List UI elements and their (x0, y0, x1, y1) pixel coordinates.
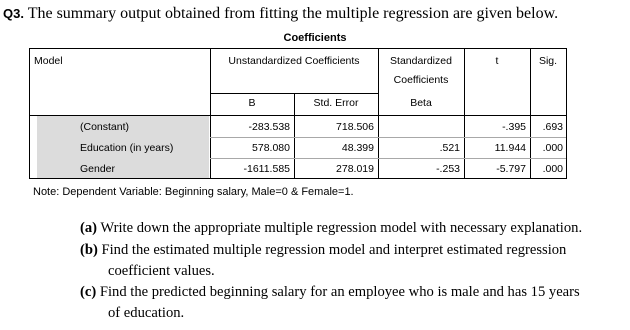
row-separator (210, 137, 566, 138)
header-std-error: Std. Error (313, 97, 359, 109)
part-c-label: (c) (80, 284, 97, 300)
cell-std-error: 48.399 (341, 142, 374, 154)
cell-beta: -.253 (436, 163, 460, 175)
header-sig: Sig. (538, 55, 558, 67)
table-title: Coefficients (283, 32, 347, 44)
header-unstandardized: Unstandardized Coefficients (228, 55, 360, 67)
part-a-text: Write down the appropriate multiple regression model with necessary explanation. (100, 220, 583, 236)
row-label: (Constant) (80, 121, 130, 133)
part-b-label: (b) (80, 242, 98, 258)
part-a (80, 219, 582, 238)
part-c-text: Find the predicted beginning salary for an employee who is male and has 15 years (99, 284, 580, 300)
question-number: Q3. (3, 6, 24, 21)
header-b: B (248, 97, 256, 109)
table-right-border (566, 48, 567, 179)
cell-t: -5.797 (496, 163, 526, 175)
cell-sig: .000 (542, 142, 563, 154)
row-label: Gender (80, 163, 116, 175)
cell-std-error: 278.019 (336, 163, 374, 175)
header-body-separator (29, 115, 567, 116)
cell-t: 11.944 (494, 142, 526, 154)
header-standardized-1: Standardized (390, 55, 452, 67)
part-c-continuation: of education. (108, 305, 185, 321)
cell-sig: .000 (542, 163, 563, 175)
table-bottom-border (29, 178, 567, 179)
row-separator (210, 158, 566, 159)
cell-b: 578.080 (252, 142, 290, 154)
part-c (80, 283, 580, 302)
part-b (80, 241, 566, 260)
part-b-text: Find the estimated multiple regression model and interpret estimated regression (101, 242, 567, 258)
header-model: Model (34, 55, 63, 67)
question-text: The summary output obtained from fitting the multiple regression are given below. (27, 5, 559, 22)
table-left-border (29, 48, 30, 179)
part-a-label: (a) (80, 220, 98, 236)
table-top-border (29, 48, 567, 49)
table-note: Note: Dependent Variable: Beginning salary, Male=0 & Female=1. (33, 186, 354, 198)
cell-b: -283.538 (248, 121, 290, 133)
cell-b: -1611.585 (243, 163, 290, 175)
cell-std-error: 718.506 (336, 121, 374, 133)
header-standardized-2: Coefficients (393, 74, 449, 86)
cell-t: -.395 (502, 121, 526, 133)
row-label: Education (in years) (80, 142, 174, 154)
cell-sig: .693 (542, 121, 563, 133)
question-heading (3, 5, 558, 23)
part-b-continuation: coefficient values. (108, 263, 215, 279)
header-beta: Beta (410, 97, 432, 109)
header-t: t (495, 55, 499, 67)
cell-beta: .521 (439, 142, 460, 154)
